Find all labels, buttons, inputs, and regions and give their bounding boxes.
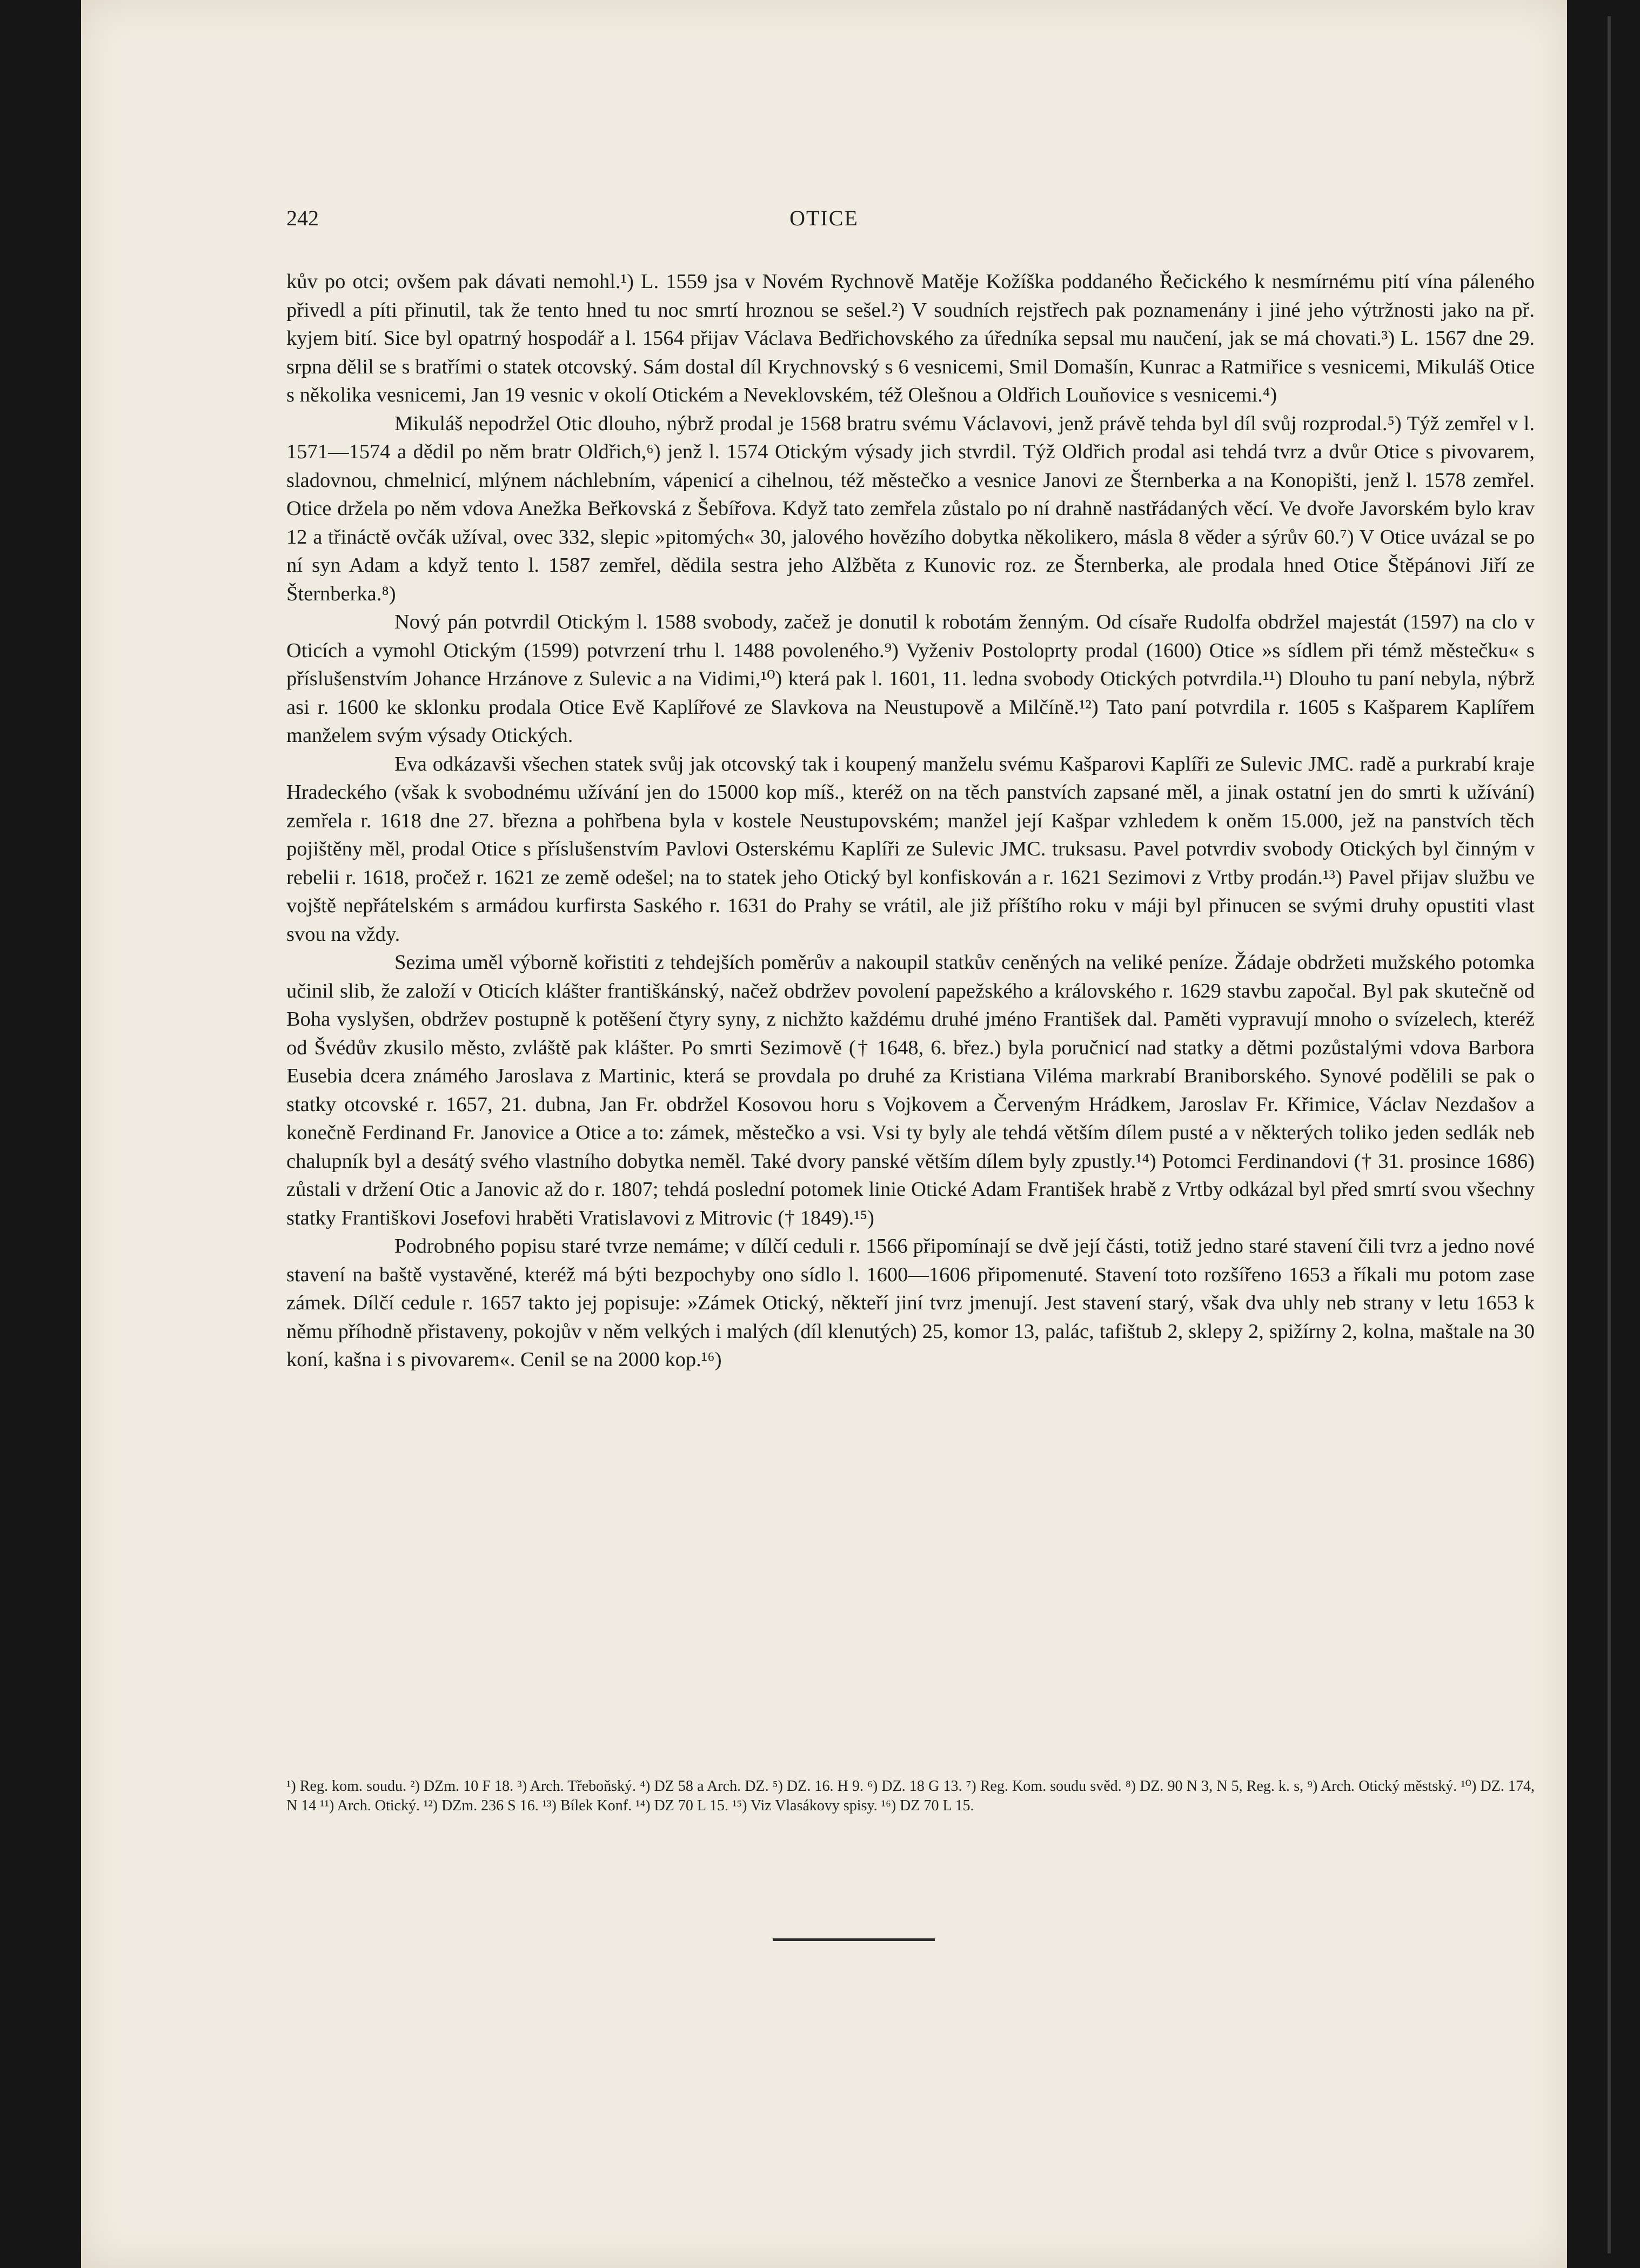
paragraph-5: Sezima uměl výborně kořistiti z tehdejších poměrův a nakoupil statkův ceněných na veliké peníze. Žádaje obdržeti mužského potomka učinil slib, že založí v Oticích klášter františkánský, načež obdržev povolení papežského a královského r. 1629 stavbu započal. Byl pak skutečně od Boha vyslyšen, obdržev postupně k potěšení čtyry syny, z nichžto každému druhé jméno František dal. Paměti vypravují mnoho o svízelech, kteréž od Švédův zkusilo město, zvláště pak klášter. Po smrti Sezimově († 1648, 6. břez.) byla poručnicí nad statky a dětmi pozůstalými vdova Barbora Eusebia dcera známého Jaroslava z Martinic, která se provdala po druhé za Kristiana Viléma markrabí Braniborského. Synové podělili se pak o statky otcovské r. 1657, 21. dubna, Jan Fr. obdržel Kosovou horu s Vojkovem a Červeným Hrádkem, Jaroslav Fr. Křimice, Václav Nezdašov a konečně Ferdinand Fr. Janovice a Otice a to: zámek, městečko a vsi. Vsi ty byly ale tehdá větším dílem pusté a v některých toliko jeden sedlák neb chalupník byl a desátý svého vlastního dobytka neměl. Také dvory panské větším dílem byly zpustly.¹⁴) Potomci Ferdinandovi († 31. prosince 1686) zůstali v držení Otic a Janovic až do r. 1807; tehdá poslední potomek linie Otické Adam František hrabě z Vrtby odkázal byl před smrtí svou všechny statky Františkovi Josefovi hraběti Vratislavovi z Mitrovic († 1849).¹⁵)	[286, 951, 1535, 1229]
paragraph-1: kův po otci; ovšem pak dávati nemohl.¹) L. 1559 jsa v Novém Rychnově Matěje Kožíška poddaného Řečického k nesmírnému pití vína páleného přivedl a píti přinutil, tak že tento hned tu noc smrtí hroznou se sešel.²) V soudních rejstřech pak poznamenány i jiné jeho výtržnosti jako na př. kyjem bití. Sice byl opatrný hospodář a l. 1564 přijav Václava Bedřichovského za úředníka sepsal mu naučení, jak se má chovati.³) L. 1567 dne 29. srpna dělil se s bratřími o statek otcovský. Sám dostal díl Krychnovský s 6 vesnicemi, Smil Domašín, Kunrac a Ratmiřice s vesnicemi, Mikuláš Otice s několika vesnicemi, Jan 19 vesnic v okolí Otickém a Neveklovském, též Olešnou a Oldřich Louňovice s vesnicemi.⁴)	[286, 270, 1535, 406]
paragraph-3: Nový pán potvrdil Otickým l. 1588 svobody, začež je donutil k robotám ženným. Od císaře Rudolfa obdržel majestát (1597) na clo v Oticích a vymohl Otickým (1599) potvrzení trhu l. 1488 povoleného.⁹) Vyženiv Postoloprty prodal (1600) Otice »s sídlem při témž městečku« s příslušenstvím Johance Hrzánove z Sulevic a na Vidimi,¹⁰) která pak l. 1601, 11. ledna svobody Otických potvrdila.¹¹) Dlouho tu paní nebyla, nýbrž asi r. 1600 ke sklonku prodala Otice Evě Kaplířové ze Slavkova na Neustupově a Milčíně.¹²) Tato paní potvrdila r. 1605 s Kašparem Kaplířem manželem svým výsady Otických.	[286, 611, 1535, 747]
book-page	[81, 0, 1567, 2268]
paragraph-6: Podrobného popisu staré tvrze nemáme; v dílčí ceduli r. 1566 připomínají se dvě její části, totiž jedno staré stavení čili tvrz a jedno nové stavení na baště vystavěné, kteréž má býti bezpochyby ono sídlo l. 1600—1606 připomenuté. Stavení toto rozšířeno 1653 a říkali mu potom zase zámek. Dílčí cedule r. 1657 takto jej popisuje: »Zámek Otický, někteří jiní tvrz jmenují. Jest stavení starý, však dva uhly neb strany v letu 1653 k němu příhodně přistaveny, pokojův v něm velkých i malých (díl klenutých) 25, komor 13, palác, tafištub 2, sklepy 2, spižírny 2, kolna, maštale na 30 koní, kašna i s pivovarem«. Cenil se na 2000 kop.¹⁶)	[286, 1235, 1535, 1371]
page-number: 242	[286, 206, 319, 230]
bottom-rule	[773, 1938, 935, 1941]
footnotes: ¹) Reg. kom. soudu. ²) DZm. 10 F 18. ³) Arch. Třeboňský. ⁴) DZ 58 a Arch. DZ. ⁵) DZ. 16. H 9. ⁶) DZ. 18 G 13. ⁷) Reg. Kom. soudu svěd. ⁸) DZ. 90 N 3, N 5, Reg. k. s, ⁹) Arch. Otický městský. ¹⁰) DZ. 174, N 14 ¹¹) Arch. Otický. ¹²) DZm. 236 S 16. ¹³) Bílek Konf. ¹⁴) DZ 70 L 15. ¹⁵) Viz Vlasákovy spisy. ¹⁶) DZ 70 L 15.	[286, 1778, 1535, 1814]
binding-edge	[1608, 16, 1611, 2253]
paragraph-4: Eva odkázavši všechen statek svůj jak otcovský tak i koupený manželu svému Kašparovi Kaplíři ze Sulevic JMC. radě a purkrabí kraje Hradeckého (však k svobodnému užívání jen do 15000 kop míš., kteréž on na těch panstvích zapsané měl, a jinak ostatní jen do smrti k užívání) zemřela r. 1618 dne 27. března a pohřbena byla v kostele Neustupovském; manžel její Kašpar vzhledem k oněm 15.000, jež na panstvích těch pojištěny měl, prodal Otice s příslušenstvím Pavlovi Osterskému Kaplíři ze Sulevic JMC. truksasu. Pavel potvrdiv svobody Otických byl činným v rebelii r. 1618, pročež r. 1621 ze země odešel; na to statek jeho Otický byl konfiskován a r. 1621 Sezimovi z Vrtby prodán.¹³) Pavel přijav službu ve vojště nepřátelském s armádou kurfirsta Saského r. 1631 do Prahy se vrátil, ale již příštího roku v máji byl přinucen se svými druhy opustiti vlast svou na vždy.	[286, 752, 1535, 946]
running-title: OTICE	[789, 206, 859, 230]
paragraph-2: Mikuláš nepodržel Otic dlouho, nýbrž prodal je 1568 bratru svému Václavovi, jenž právě tehda byl díl svůj rozprodal.⁵) Týž zemřel v l. 1571—1574 a dědil po něm bratr Oldřich,⁶) jenž l. 1574 Otickým výsady jich stvrdil. Týž Oldřich prodal asi tehdá tvrz a dvůr Otice s pivovarem, sladovnou, chmelnicí, mlýnem náchlebním, vápenicí a cihelnou, též městečko a vesnice Janovi ze Šternberka a na Konopišti, jenž l. 1578 zemřel. Otice držela po něm vdova Anežka Beřkovská z Šebířova. Když tato zemřela zůstalo po ní drahně nastřádaných věcí. Ve dvoře Javorském bylo krav 12 a třináctě ovčák užíval, ovec 332, slepic »pitomých« 30, jalového hovězího dobytka několikero, másla 8 věder a sýrův 60.⁷) V Otice uvázal se po ní syn Adam a když tento l. 1587 zemřel, dědila sestra jeho Alžběta z Kunovic roz. ze Šternberka, ale prodala hned Otice Štěpánovi Jiří ze Šternberka.⁸)	[286, 412, 1535, 605]
body-text	[286, 267, 1535, 1374]
running-head	[81, 205, 1567, 243]
